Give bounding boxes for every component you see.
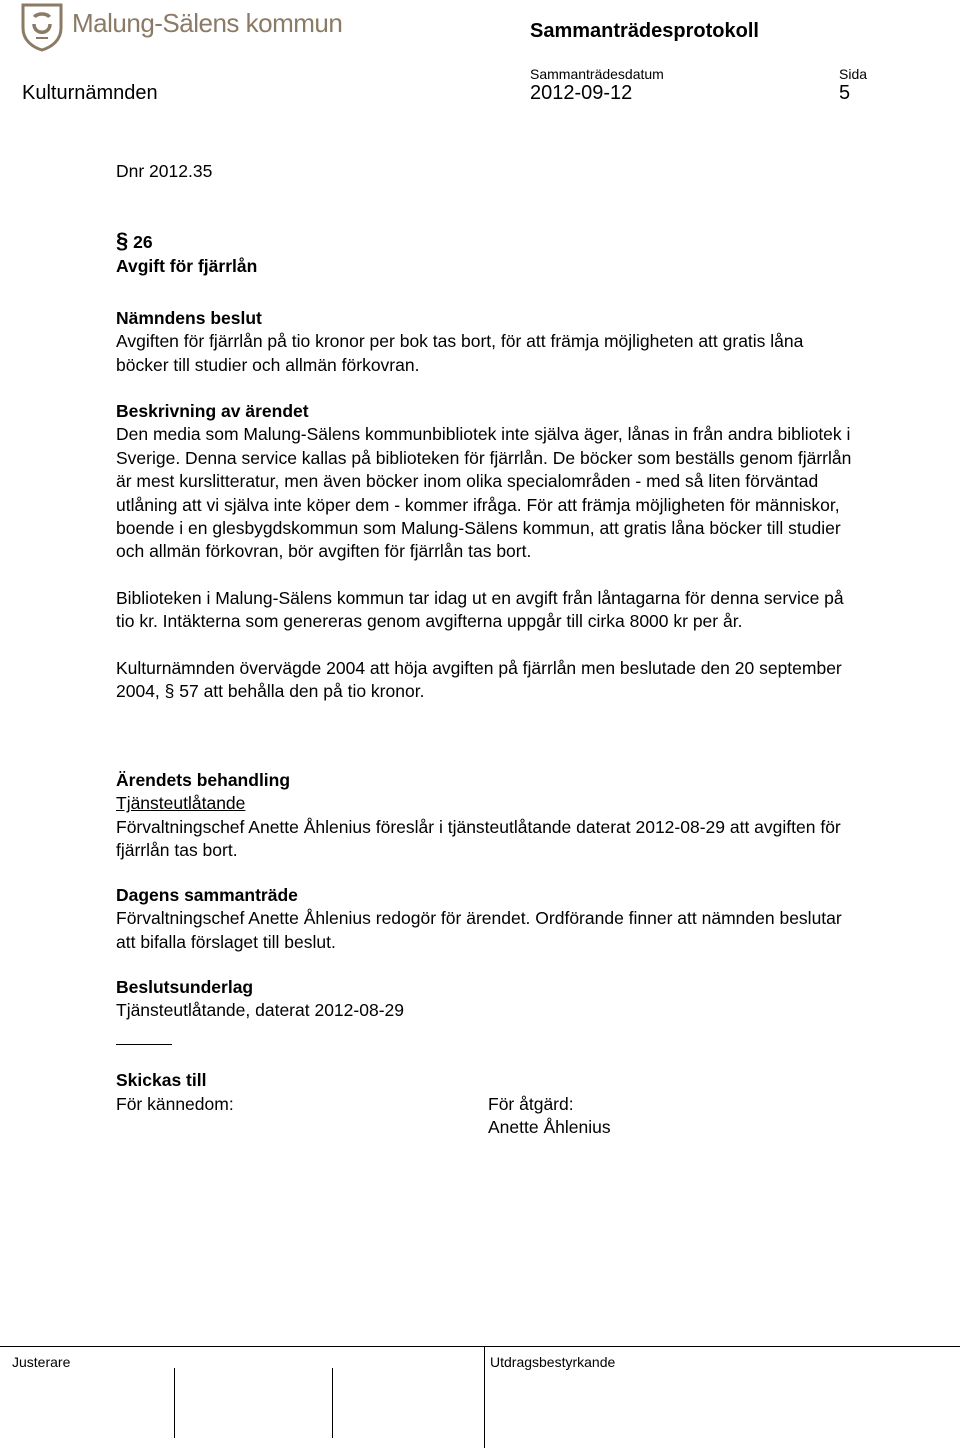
handling-text: Förvaltningschef Anette Åhlenius föreslår i tjänsteutlåtande daterat 2012-08-29 att avgiften för fjärrlån tas bort. [116, 816, 841, 861]
description-heading: Beskrivning av ärendet [116, 401, 309, 421]
signature-box-divider-1 [174, 1368, 175, 1438]
basis-heading: Beslutsunderlag [116, 977, 254, 997]
date-label: Sammanträdesdatum [530, 66, 664, 82]
meeting-text: Förvaltningschef Anette Åhlenius redogör för ärendet. Ordförande finner att nämnden beslutar att bifalla förslaget till beslut. [116, 908, 842, 952]
case-number: Dnr 2012.35 [116, 161, 213, 181]
description-section [116, 400, 856, 703]
send-heading: Skickas till [116, 1070, 207, 1090]
municipality-logo [20, 2, 343, 54]
handling-section [116, 769, 856, 863]
for-information-label: För kännedom: [116, 1094, 234, 1114]
decision-heading: Nämndens beslut [116, 308, 262, 328]
paragraph-number: 26 [133, 232, 153, 252]
section-symbol: § [116, 228, 129, 253]
meeting-date: 2012-09-12 [530, 82, 633, 104]
justerare-label: Justerare [12, 1354, 71, 1370]
signature-box-divider-3 [484, 1346, 485, 1448]
for-action-label: För åtgärd: [488, 1094, 574, 1114]
coat-of-arms-icon [20, 2, 64, 52]
utdragsbestyrkande-label: Utdragsbestyrkande [490, 1354, 616, 1370]
document-type: Sammanträdesprotokoll [530, 20, 759, 42]
handling-subheading: Tjänsteutlåtande [116, 793, 246, 814]
separator-rule [116, 1044, 172, 1045]
description-paragraph-2: Biblioteken i Malung-Sälens kommun tar idag ut en avgift från låntagarna för denna service på tio kr. Intäkterna som genereras genom avgifterna uppgår till cirka 8000 kr per år. [116, 587, 844, 632]
decision-text: Avgiften för fjärrlån på tio kronor per bok tas bort, för att främja möjligheten att gratis låna böcker till studier och allmän förkovran. [116, 331, 804, 375]
paragraph-heading [116, 229, 856, 254]
description-paragraph-3: Kulturnämnden övervägde 2004 att höja avgiften på fjärrlån men beslutade den 20 september 2004, § 57 att behålla den på tio kronor. [116, 657, 842, 702]
committee-name: Kulturnämnden [22, 82, 158, 104]
handling-heading: Ärendets behandling [116, 770, 291, 790]
basis-text: Tjänsteutlåtande, daterat 2012-08-29 [116, 1000, 404, 1021]
footer-rule [0, 1346, 960, 1347]
description-paragraph-1: Den media som Malung-Sälens kommunbibliotek inte själva äger, lånas in från andra bibliotek i Sverige. Denna service kallas på biblioteken för fjärrlån. De böcker som beställs genom fjärrlån är mest kurslitteratur, men även böcker inom olika specialområden - med så liten förväntad utlåning att vi själva inte köper dem - kommer ifråga. För att främja möjligheten för människor, boende i en glesbygdskommun som Malung-Sälens kommun, att gratis låna böcker till studier och allmän förkovran, bör avgiften för fjärrlån tas bort. [116, 424, 852, 562]
paragraph-title: Avgift för fjärrlån [116, 256, 258, 276]
meeting-heading: Dagens sammanträde [116, 885, 298, 905]
decision-section [116, 307, 856, 377]
logo-wordmark: Malung-Sälens kommun [72, 8, 343, 38]
meeting-section [116, 884, 856, 954]
page-label: Sida [839, 66, 868, 82]
signature-box-divider-2 [332, 1368, 333, 1438]
basis-section [116, 976, 856, 1023]
page-number: 5 [839, 82, 851, 104]
for-action-recipient: Anette Åhlenius [488, 1117, 611, 1137]
